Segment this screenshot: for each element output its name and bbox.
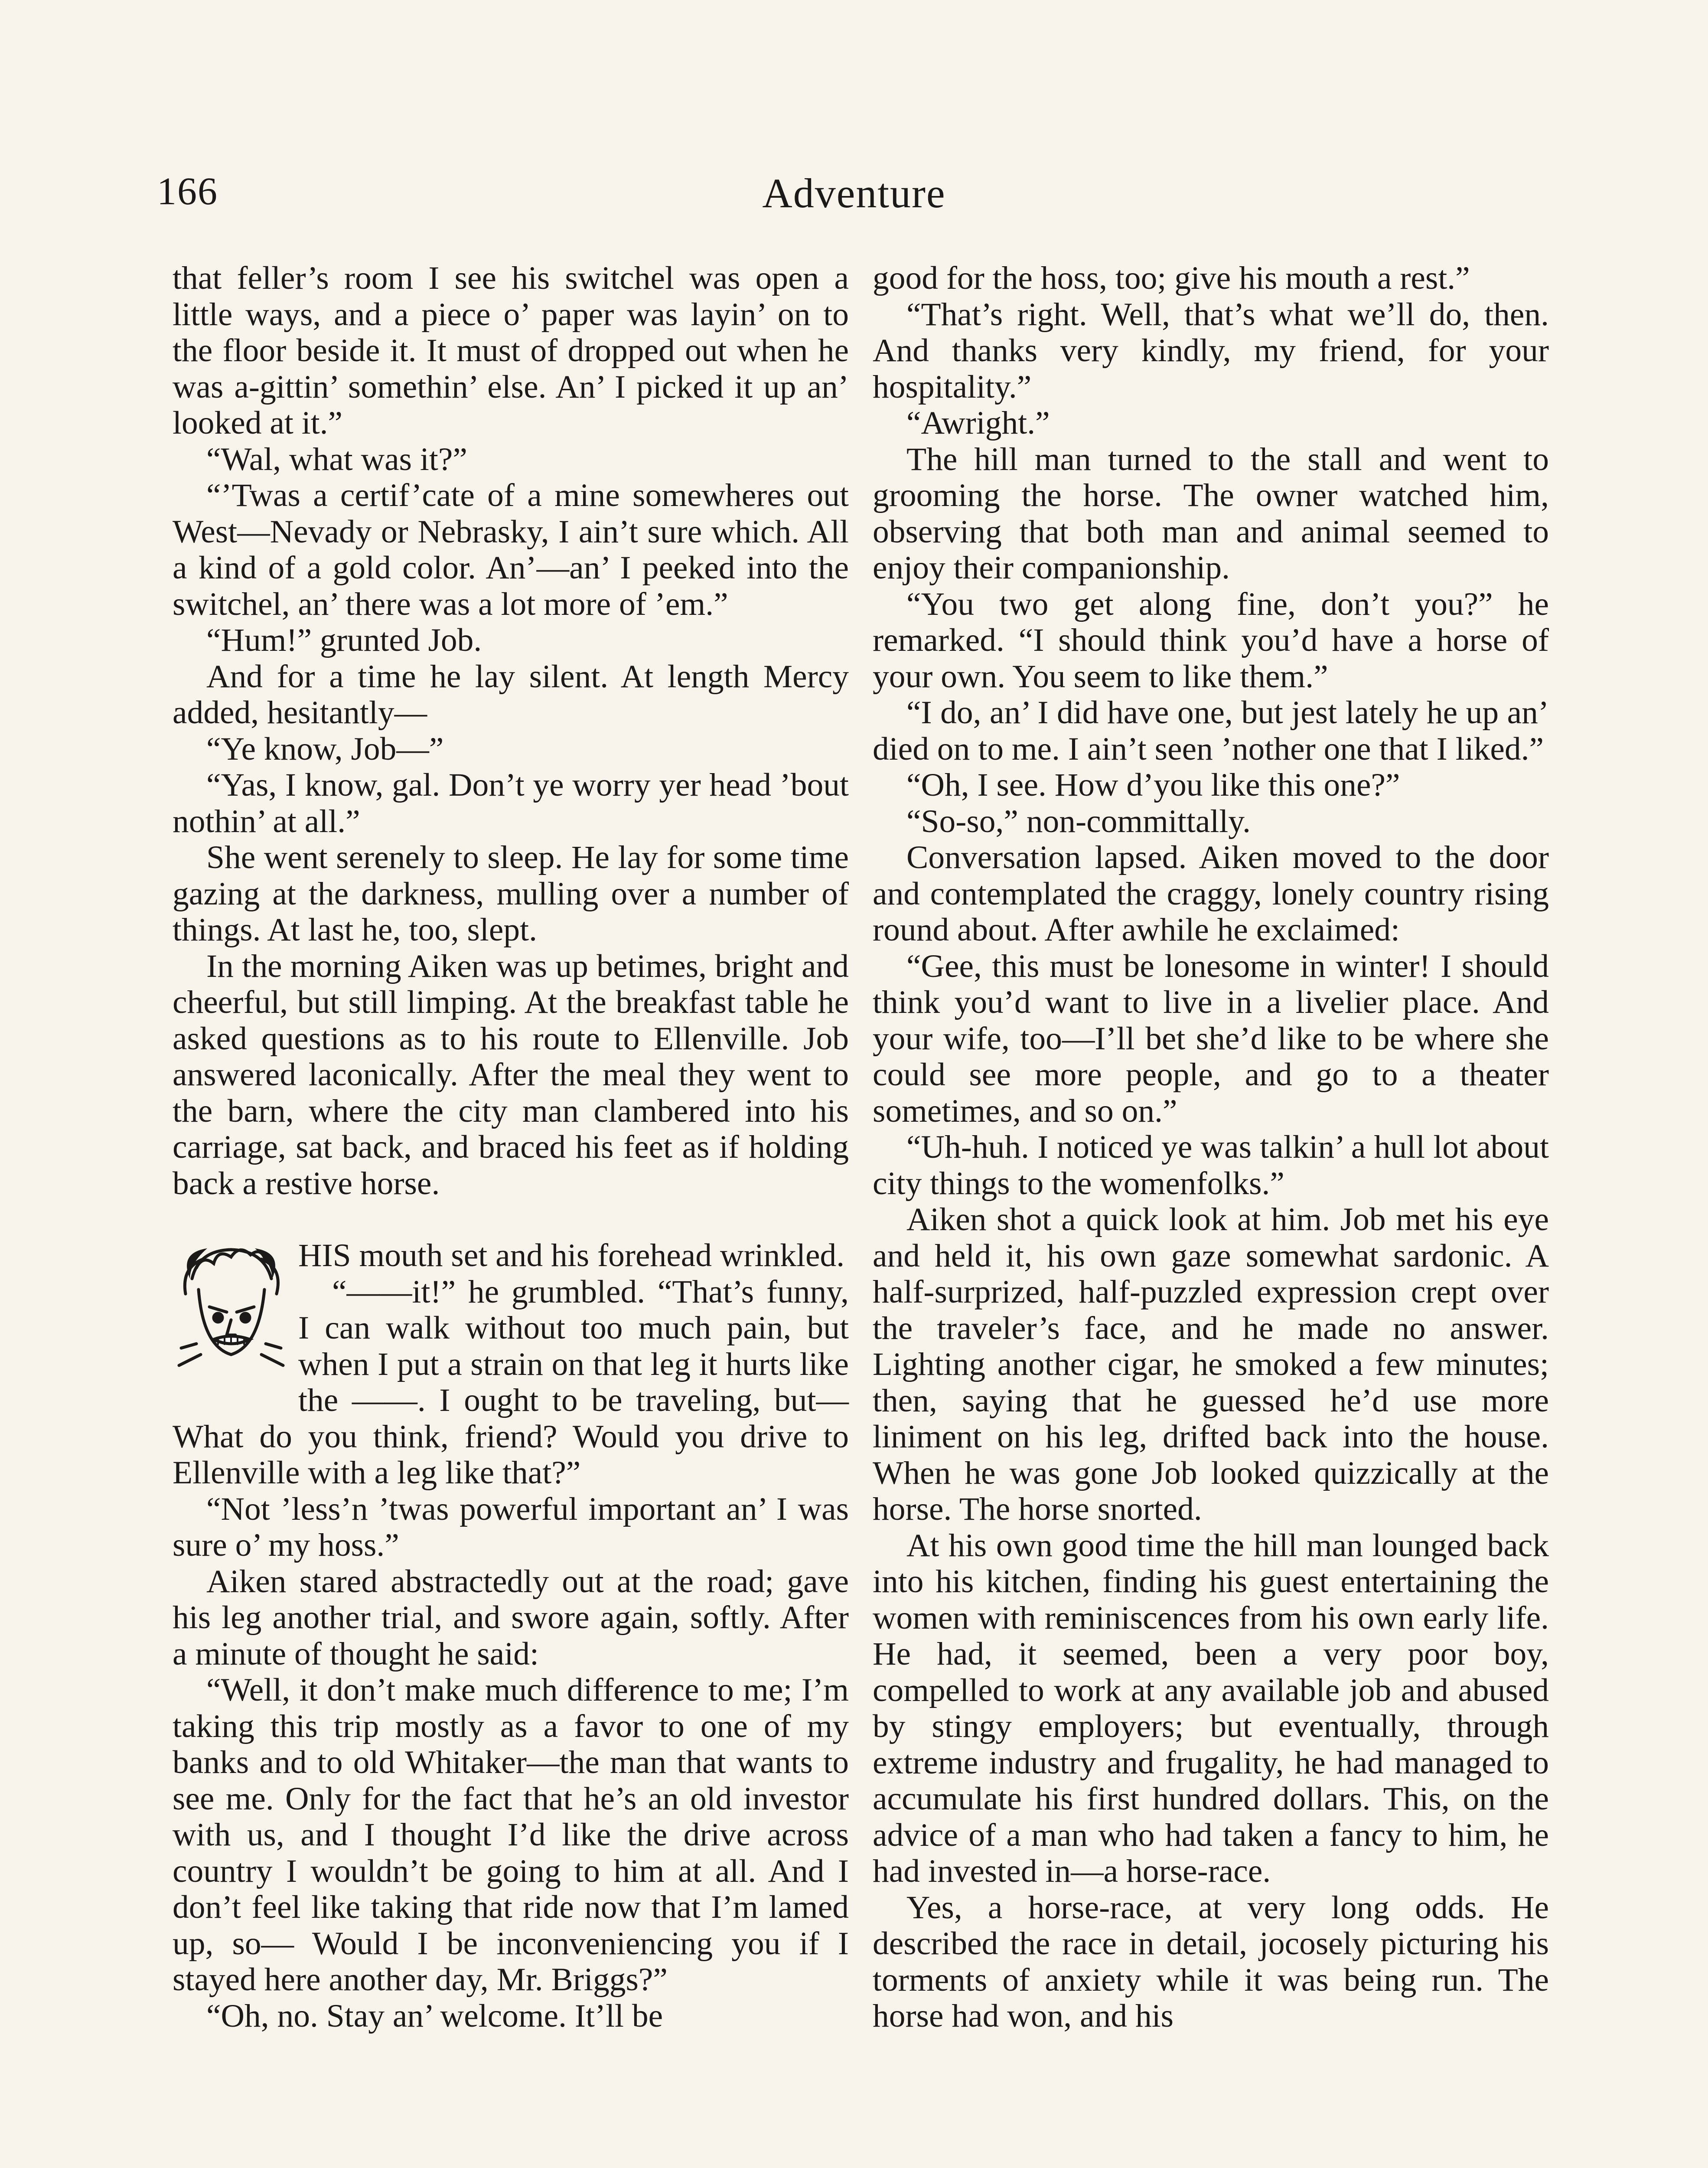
paragraph: She went serenely to sleep. He lay for some time gazing at the darkness, mulling over a number of things. At last he, too, slept. — [173, 839, 849, 948]
grimacing-face-vignette-icon — [173, 1237, 290, 1385]
paragraph: “Uh-huh. I noticed ye was talkin’ a hull lot about city things to the womenfolks.” — [873, 1129, 1549, 1202]
paragraph: “Well, it don’t make much difference to me; I’m taking this trip mostly as a favor to one of my banks and to old Whitaker—the man that wants to see me. Only for the fact that he’s an old investor with us, and I thought I’d like the drive across country I wouldn’t be going to him at all. And I don’t feel like taking that ride now that I’m lamed up, so— Would I be inconveniencing you if I stayed here another day, Mr. Briggs?” — [173, 1672, 849, 1998]
paragraph: “So-so,” non-committally. — [906, 803, 1251, 839]
paragraph: “Awright.” — [906, 405, 1050, 441]
paragraph: The hill man turned to the stall and went to grooming the horse. The owner watched him, observing that both man and animal seemed to enjoy their companionship. — [873, 441, 1549, 586]
left-column-part-one — [173, 260, 849, 1202]
paragraph: “Oh, no. Stay an’ welcome. It’ll be — [206, 1998, 663, 2034]
paragraph: “’Twas a certif’cate of a mine somewheres out West—Nevady or Nebrasky, I ain’t sure which. All a kind of a gold color. An’—an’ I peeked into the switchel, an’ there was a lot more of ’em.” — [173, 477, 849, 622]
paragraph: “Oh, I see. How d’you like this one?” — [906, 767, 1400, 803]
paragraph: “Yas, I know, gal. Don’t ye worry yer head ’bout nothin’ at all.” — [173, 767, 849, 839]
left-column-part-two — [173, 1274, 849, 2034]
paragraph: Aiken stared abstractedly out at the road; gave his leg another trial, and swore again, softly. After a minute of thought he said: — [173, 1563, 849, 1672]
paragraph: At his own good time the hill man lounged back into his kitchen, finding his guest entertaining the women with reminiscences from his own early life. He had, it seemed, been a very poor boy, compelled to work at any available job and abused by stingy employers; but eventually, through extreme industry and frugality, he had managed to accumulate his first hundred dollars. This, on the advice of a man who had taken a fancy to him, he had invested in—a horse-race. — [873, 1527, 1549, 1889]
left-column — [173, 260, 849, 2034]
running-title: Adventure — [762, 170, 946, 216]
paragraph: “That’s right. Well, that’s what we’ll do, then. And thanks very kindly, my friend, for your hospitality.” — [873, 296, 1549, 405]
paragraph: Aiken shot a quick look at him. Job met his eye and held it, his own gaze somewhat sardonic. A half-surprized, half-puzzled expression crept over the traveler’s face, and he made no answer. Lighting another cigar, he smoked a few minutes; then, saying that he guessed he’d use more liniment on his leg, drifted back into the house. When he was gone Job looked quizzically at the horse. The horse snorted. — [873, 1202, 1549, 1527]
paragraph: Conversation lapsed. Aiken moved to the door and contemplated the craggy, lonely country rising round about. After awhile he exclaimed: — [873, 839, 1549, 948]
paragraph: “Gee, this must be lonesome in winter! I should think you’d want to live in a livelier place. And your wife, too—I’ll bet she’d like to be where she could see more people, and go to a theater sometimes, and so on.” — [873, 948, 1549, 1129]
paragraph: good for the hoss, too; give his mouth a rest.” — [873, 260, 1470, 296]
paragraph: Yes, a horse-race, at very long odds. He described the race in detail, jocosely picturing his torments of anxiety while it was being run. The horse had won, and his — [873, 1889, 1549, 2034]
paragraph: “You two get along fine, don’t you?” he remarked. “I should think you’d have a horse of your own. You seem to like them.” — [873, 586, 1549, 695]
paragraph: And for a time he lay silent. At length Mercy added, hesitantly— — [173, 658, 849, 731]
paragraph: In the morning Aiken was up betimes, bright and cheerful, but still limping. At the breakfast table he asked questions as to his route to Ellenville. Job answered laconically. After the meal they went to the barn, where the city man clambered into his carriage, sat back, and braced his feet as if holding back a restive horse. — [173, 948, 849, 1202]
right-column — [873, 260, 1549, 2034]
section-opening-text: HIS mouth set and his forehead wrinkled. — [298, 1237, 845, 1273]
paragraph: “I do, an’ I did have one, but jest lately he up an’ died on to me. I ain’t seen ’nother one that I liked.” — [873, 695, 1549, 767]
paragraph: “Wal, what was it?” — [206, 441, 467, 477]
paragraph: “Ye know, Job—” — [206, 731, 444, 767]
paragraph: “Not ’less’n ’twas powerful important an’ I was sure o’ my hoss.” — [173, 1491, 849, 1563]
paragraph: that feller’s room I see his switchel was open a little ways, and a piece o’ paper was layin’ on to the floor beside it. It must of dropped out when he was a-gittin’ somethin’ else. An’ I picked it up an’ looked at it.” — [173, 260, 849, 441]
paragraph: “——it!” he grumbled. “That’s funny, I can walk without too much pain, but when I put a strain on that leg it hurts like the ——. I ought to be traveling, but— What do you think, friend? Would you drive to Ellenville with a leg like that?” — [173, 1273, 849, 1491]
page-number: 166 — [157, 170, 218, 213]
section-opening-paragraph — [173, 1237, 849, 1274]
right-column-body — [873, 260, 1549, 2034]
section-break — [173, 1202, 849, 1237]
paragraph: “Hum!” grunted Job. — [206, 622, 482, 658]
